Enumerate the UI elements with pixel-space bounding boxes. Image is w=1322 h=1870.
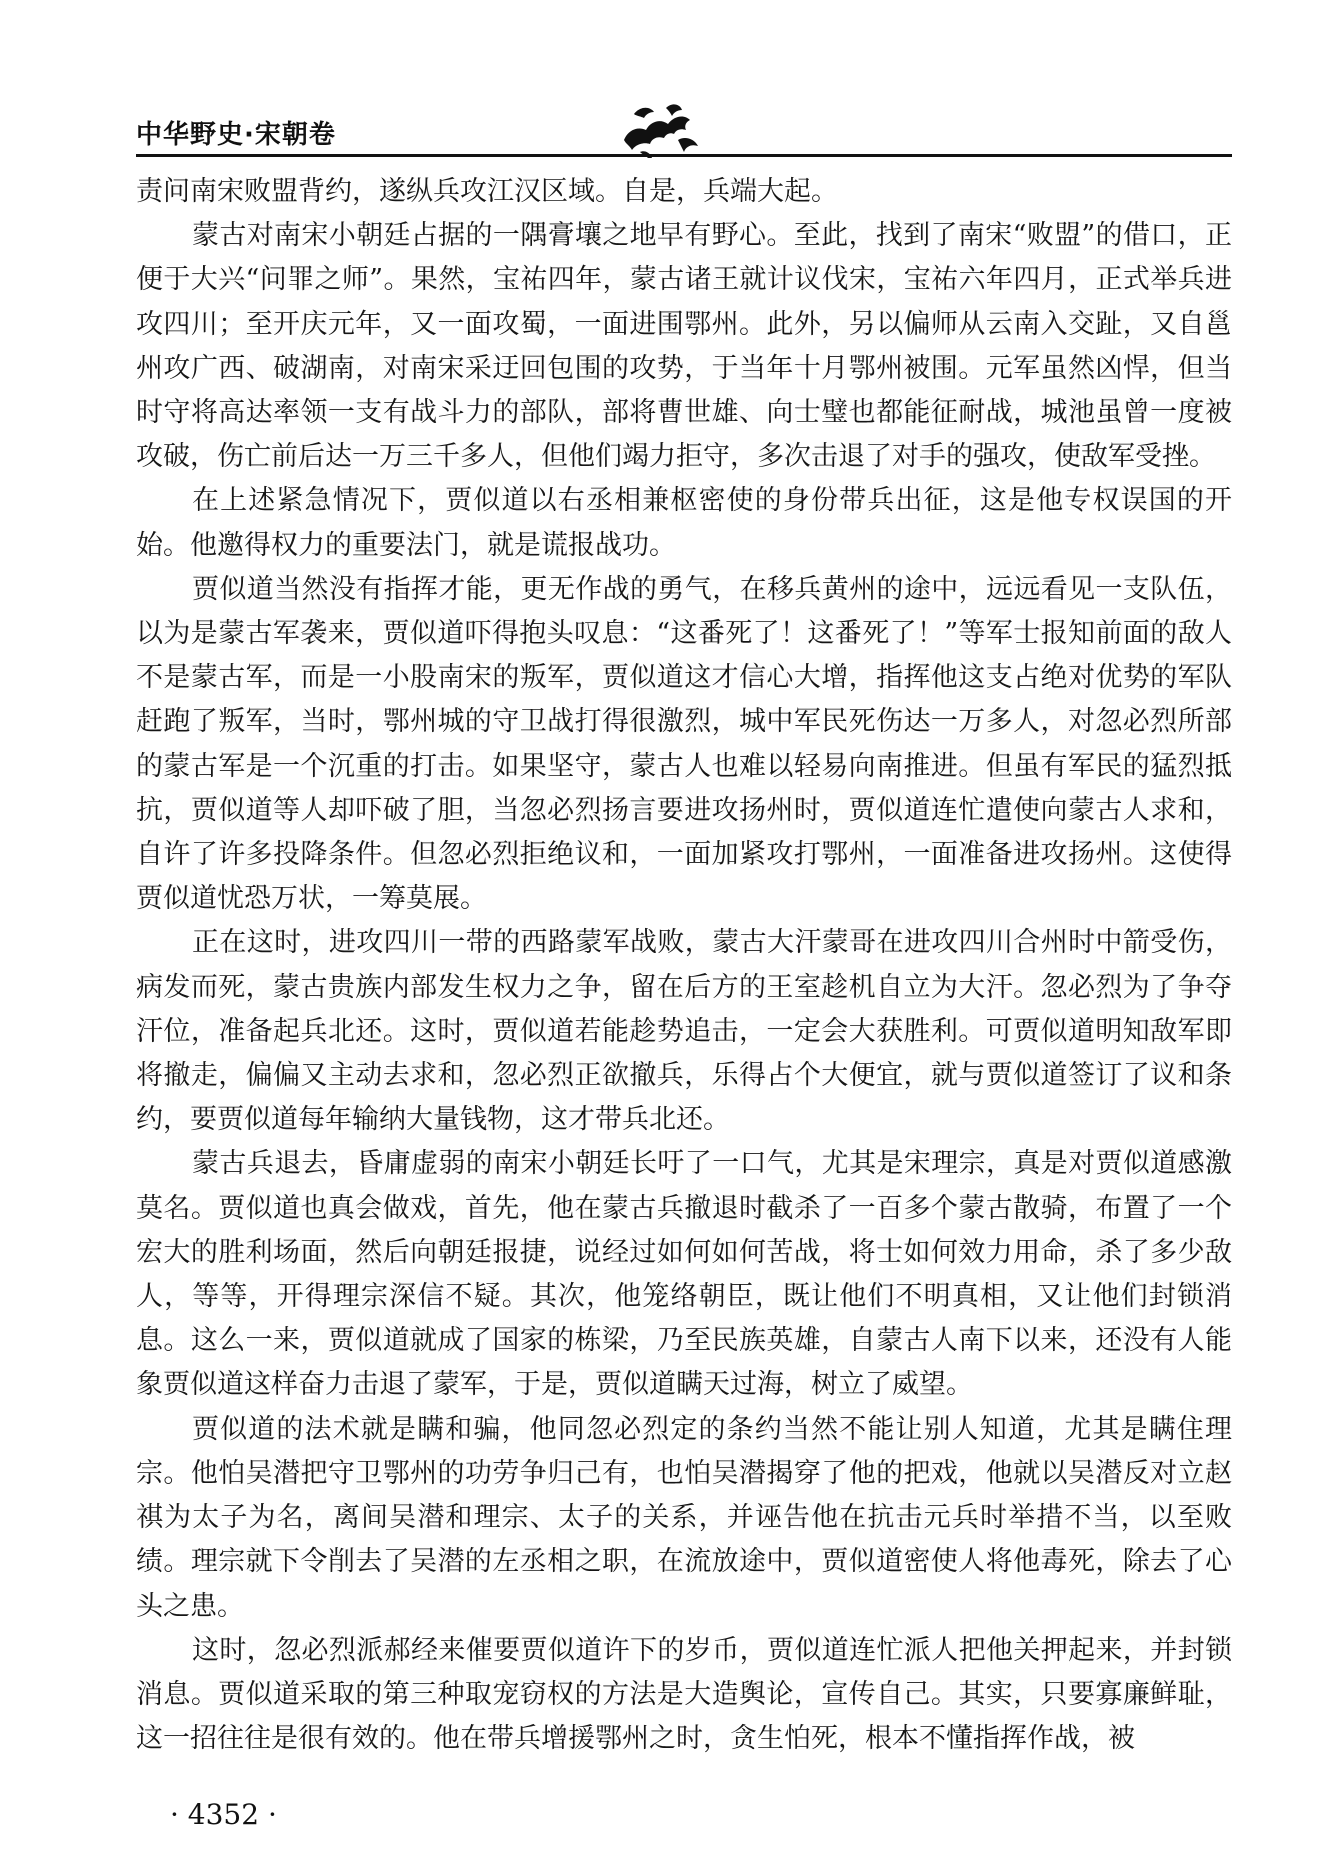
book-title: 中华野史·宋朝卷 xyxy=(136,120,336,150)
paragraph: 这时，忽必烈派郝经来催要贾似道许下的岁币，贾似道连忙派人把他关押起来，并封锁消息。贾似道采取的第三种取宠窃权的方法是大造舆论，宣传自己。其实，只要寡廉鲜耻，这一招往往是很有效的。他在带兵增援鄂州之时，贪生怕死，根本不懂指挥作战，被 xyxy=(136,1634,1232,1755)
dragon-emblem-icon xyxy=(614,100,704,160)
paragraph-continued: 责问南宋败盟背约，遂纵兵攻江汉区域。自是，兵端大起。 xyxy=(136,176,838,207)
paragraph: 贾似道的法术就是瞒和骗，他同忽必烈定的条约当然不能让别人知道，尤其是瞒住理宗。他怕吴潜把守卫鄂州的功劳争归己有，也怕吴潜揭穿了他的把戏，他就以吴潜反对立赵祺为太子为名，离间吴潜和理宗、太子的关系，并诬告他在抗击元兵时举措不当，以至败绩。理宗就下令削去了吴潜的左丞相之职，在流放途中，贾似道密使人将他毒死，除去了心头之患。 xyxy=(136,1413,1232,1622)
paragraph: 蒙古兵退去，昏庸虚弱的南宋小朝廷长吁了一口气，尤其是宋理宗，真是对贾似道感激莫名。贾似道也真会做戏，首先，他在蒙古兵撤退时截杀了一百多个蒙古散骑，布置了一个宏大的胜利场面，然后向朝廷报捷，说经过如何如何苦战，将士如何效力用命，杀了多少敌人，等等，开得理宗深信不疑。其次，他笼络朝臣，既让他们不明真相，又让他们封锁消息。这么一来，贾似道就成了国家的栋梁，乃至民族英雄，自蒙古人南下以来，还没有人能象贾似道这样奋力击退了蒙军，于是，贾似道瞒天过海，树立了威望。 xyxy=(136,1148,1232,1401)
paragraph: 在上述紧急情况下，贾似道以右丞相兼枢密使的身份带兵出征，这是他专权误国的开始。他邀得权力的重要法门，就是谎报战功。 xyxy=(136,485,1232,561)
body-text xyxy=(136,170,1232,1761)
page-number: · 4352 · xyxy=(170,1798,277,1831)
paragraph: 贾似道当然没有指挥才能，更无作战的勇气，在移兵黄州的途中，远远看见一支队伍，以为是蒙古军袭来，贾似道吓得抱头叹息：“这番死了！这番死了！”等军士报知前面的敌人不是蒙古军，而是一小股南宋的叛军，贾似道这才信心大增，指挥他这支占绝对优势的军队赶跑了叛军，当时，鄂州城的守卫战打得很激烈，城中军民死伤达一万多人，对忽必烈所部的蒙古军是一个沉重的打击。如果坚守，蒙古人也难以轻易向南推进。但虽有军民的猛烈抵抗，贾似道等人却吓破了胆，当忽必烈扬言要进攻扬州时，贾似道连忙遣使向蒙古人求和，自许了许多投降条件。但忽必烈拒绝议和，一面加紧攻打鄂州，一面准备进攻扬州。这使得贾似道忧恐万状，一筹莫展。 xyxy=(136,573,1232,915)
paragraph: 正在这时，进攻四川一带的西路蒙军战败，蒙古大汗蒙哥在进攻四川合州时中箭受伤，病发而死，蒙古贵族内部发生权力之争，留在后方的王室趁机自立为大汗。忽必烈为了争夺汗位，准备起兵北还。这时，贾似道若能趁势追击，一定会大获胜利。可贾似道明知敌军即将撤走，偏偏又主动去求和，忽必烈正欲撤兵，乐得占个大便宜，就与贾似道签订了议和条约，要贾似道每年输纳大量钱物，这才带兵北还。 xyxy=(136,927,1232,1136)
header-rule xyxy=(136,154,1232,157)
paragraph: 蒙古对南宋小朝廷占据的一隅膏壤之地早有野心。至此，找到了南宋“败盟”的借口，正便于大兴“问罪之师”。果然，宝祐四年，蒙古诸王就计议伐宋，宝祐六年四月，正式举兵进攻四川；至开庆元年，又一面攻蜀，一面进围鄂州。此外，另以偏师从云南入交趾，又自邕州攻广西、破湖南，对南宋采迂回包围的攻势，于当年十月鄂州被围。元军虽然凶悍，但当时守将高达率领一支有战斗力的部队，部将曹世雄、向士璧也都能征耐战，城池虽曾一度被攻破，伤亡前后达一万三千多人，但他们竭力拒守，多次击退了对手的强攻，使敌军受挫。 xyxy=(136,220,1232,473)
page-header xyxy=(136,104,1232,160)
